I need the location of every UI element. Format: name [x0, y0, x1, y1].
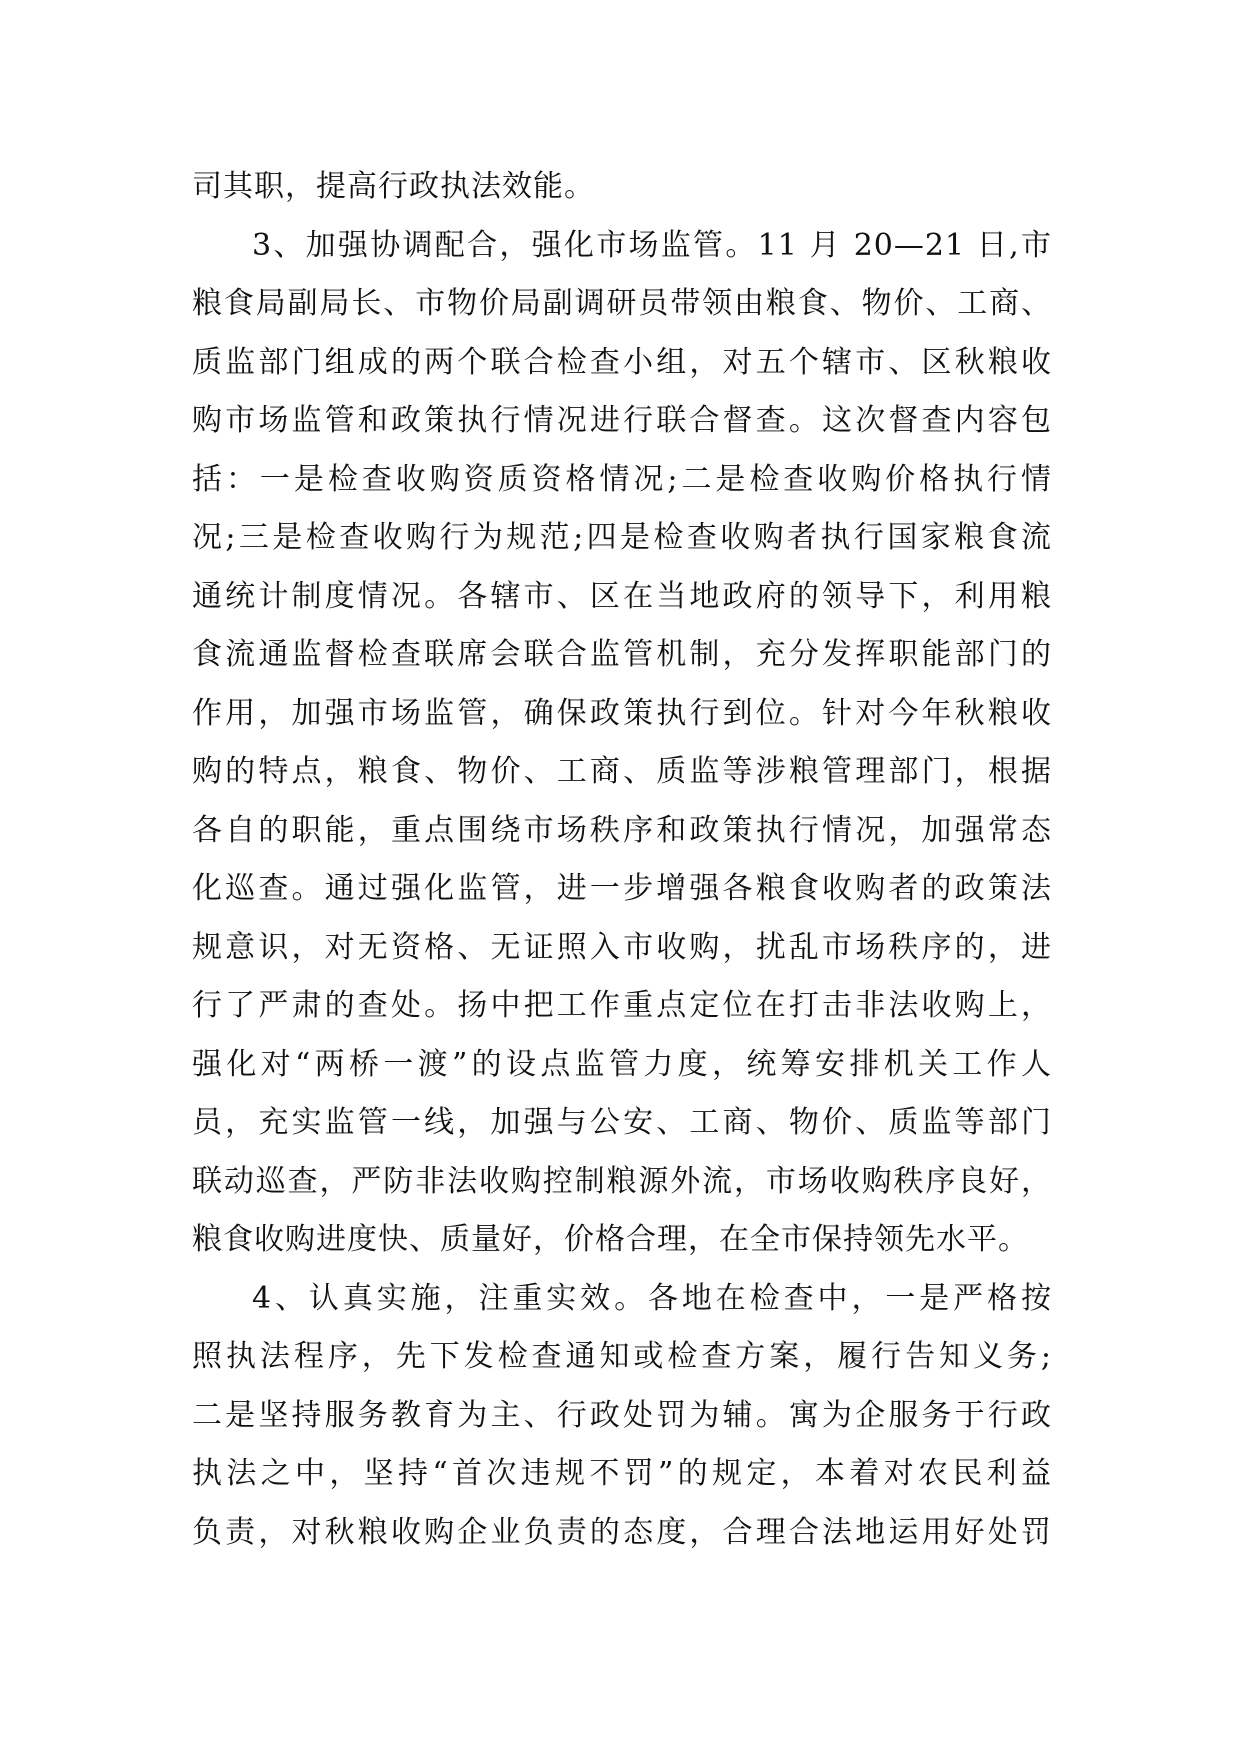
paragraph-3-first-line: 3、加强协调配合，强化市场监管。11 月 20—21 日,市 — [252, 227, 1052, 263]
text-line: 负责，对秋粮收购企业负责的态度，合理合法地运用好处罚 — [192, 1514, 1052, 1550]
text-line: 通统计制度情况。各辖市、区在当地政府的领导下，利用粮 — [192, 578, 1052, 614]
text-line: 执法之中，坚持“首次违规不罚”的规定，本着对农民利益 — [192, 1456, 1052, 1491]
text-line: 照执法程序，先下发检查通知或检查方案，履行告知义务; — [192, 1339, 1052, 1374]
body-text — [192, 158, 1052, 1562]
text-line: 质监部门组成的两个联合检查小组，对五个辖市、区秋粮收 — [192, 344, 1052, 380]
text-line: 括：一是检查收购资质资格情况;二是检查收购价格执行情 — [192, 461, 1052, 497]
text-line: 司其职，提高行政执法效能。 — [192, 169, 595, 204]
text-line: 食流通监督检查联席会联合监管机制，充分发挥职能部门的 — [192, 637, 1052, 672]
paragraph-4-first-line: 4、认真实施，注重实效。各地在检查中，一是严格按 — [252, 1280, 1052, 1316]
text-line: 员，充实监管一线，加强与公安、工商、物价、质监等部门 — [192, 1105, 1052, 1140]
text-line: 购市场监管和政策执行情况进行联合督查。这次督查内容包 — [192, 403, 1052, 438]
text-line: 行了严肃的查处。扬中把工作重点定位在打击非法收购上， — [192, 988, 1052, 1023]
text-line: 各自的职能，重点围绕市场秩序和政策执行情况，加强常态 — [192, 812, 1052, 848]
text-line: 规意识，对无资格、无证照入市收购，扰乱市场秩序的，进 — [192, 929, 1052, 965]
text-line: 购的特点，粮食、物价、工商、质监等涉粮管理部门，根据 — [192, 754, 1052, 789]
text-line: 粮食收购进度快、质量好，价格合理，在全市保持领先水平。 — [192, 1222, 1029, 1257]
text-line: 况;三是检查收购行为规范;四是检查收购者执行国家粮食流 — [192, 520, 1052, 555]
text-line: 强化对“两桥一渡”的设点监管力度，统筹安排机关工作人 — [192, 1046, 1052, 1082]
text-line: 作用，加强市场监管，确保政策执行到位。针对今年秋粮收 — [192, 695, 1052, 731]
text-line: 化巡查。通过强化监管，进一步增强各粮食收购者的政策法 — [192, 871, 1052, 906]
text-line: 粮食局副局长、市物价局副调研员带领由粮食、物价、工商、 — [192, 286, 1052, 321]
text-line: 联动巡查，严防非法收购控制粮源外流，市场收购秩序良好， — [192, 1163, 1052, 1199]
text-line: 二是坚持服务教育为主、行政处罚为辅。寓为企服务于行政 — [192, 1397, 1052, 1433]
